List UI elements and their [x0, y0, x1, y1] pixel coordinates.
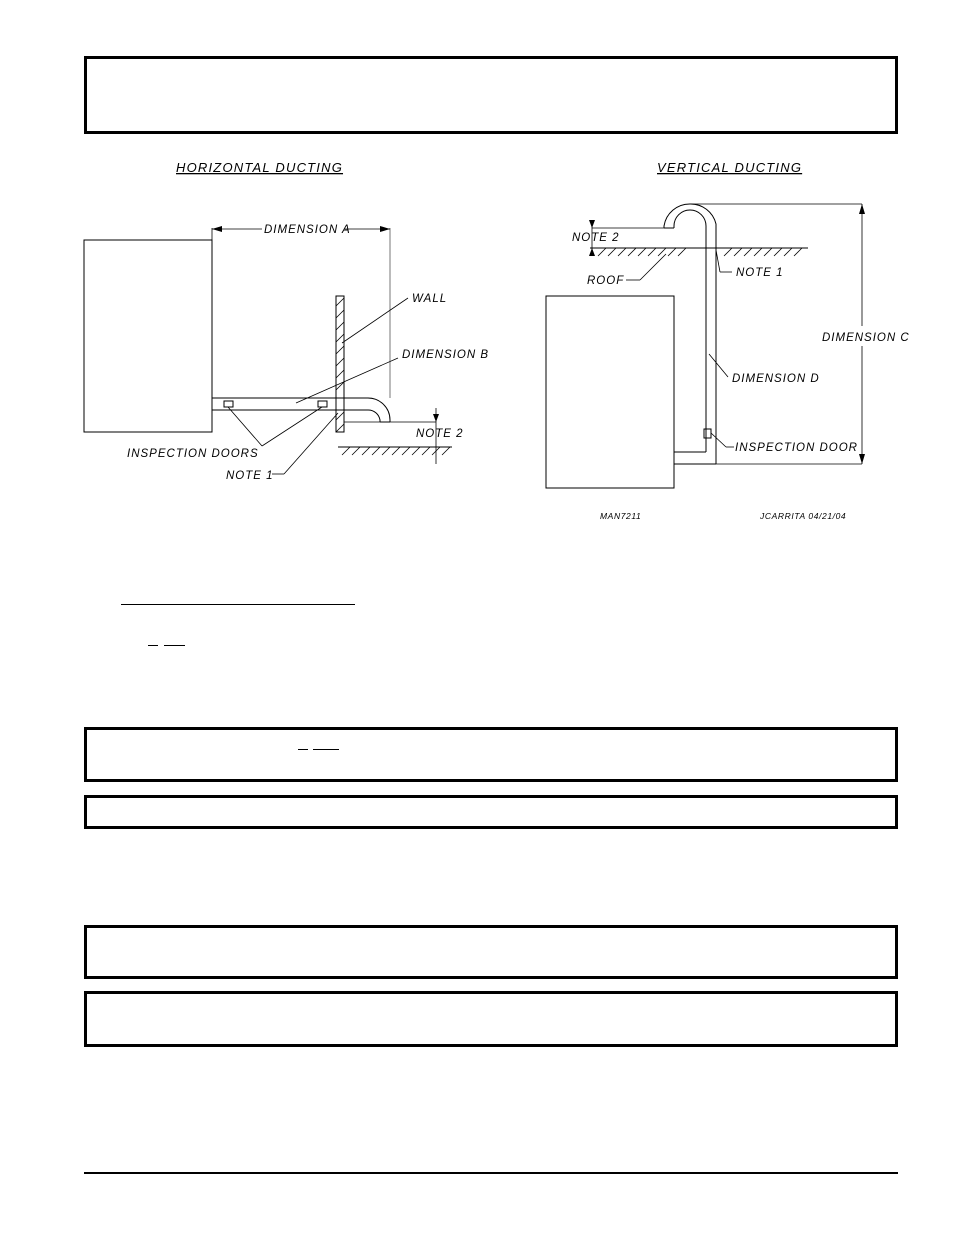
dash-mark-3 — [298, 749, 308, 750]
wall-label: WALL — [412, 293, 448, 305]
vertical-appliance — [546, 296, 674, 488]
horizontal-note-2-label: NOTE 2 — [416, 428, 464, 440]
inspection-doors-label: INSPECTION DOORS — [127, 448, 259, 460]
vertical-note-1-label: NOTE 1 — [736, 267, 784, 279]
dimension-c-label: DIMENSION C — [822, 332, 910, 344]
dash-mark-1 — [148, 645, 158, 646]
footer-rule — [84, 1172, 898, 1174]
vertical-note-2-label: NOTE 2 — [572, 232, 620, 244]
ducting-diagram — [0, 0, 954, 560]
notice-box-4 — [84, 925, 898, 979]
horizontal-appliance — [84, 240, 212, 432]
dimension-a-label: DIMENSION A — [264, 224, 351, 236]
horizontal-ducting-title: HORIZONTAL DUCTING — [176, 160, 344, 175]
vertical-inspection-door — [704, 429, 711, 438]
notice-box-5 — [84, 991, 898, 1047]
roof-label: ROOF — [587, 275, 625, 287]
drawing-number: MAN7211 — [600, 511, 642, 521]
inspection-door-label: INSPECTION DOOR — [735, 442, 858, 454]
dimension-b-label: DIMENSION B — [402, 349, 490, 361]
vertical-ducting-title: VERTICAL DUCTING — [657, 160, 803, 175]
inspection-door-1 — [224, 401, 233, 407]
notice-box-3 — [84, 795, 898, 829]
dash-mark-4 — [313, 749, 339, 750]
notice-box-2 — [84, 727, 898, 782]
inspection-door-2 — [318, 401, 327, 407]
dimension-d-label: DIMENSION D — [732, 373, 820, 385]
author-date: JCARRITA 04/21/04 — [760, 511, 847, 521]
section-underline — [121, 604, 355, 605]
dash-mark-2 — [164, 645, 185, 646]
horizontal-note-1-label: NOTE 1 — [226, 470, 274, 482]
